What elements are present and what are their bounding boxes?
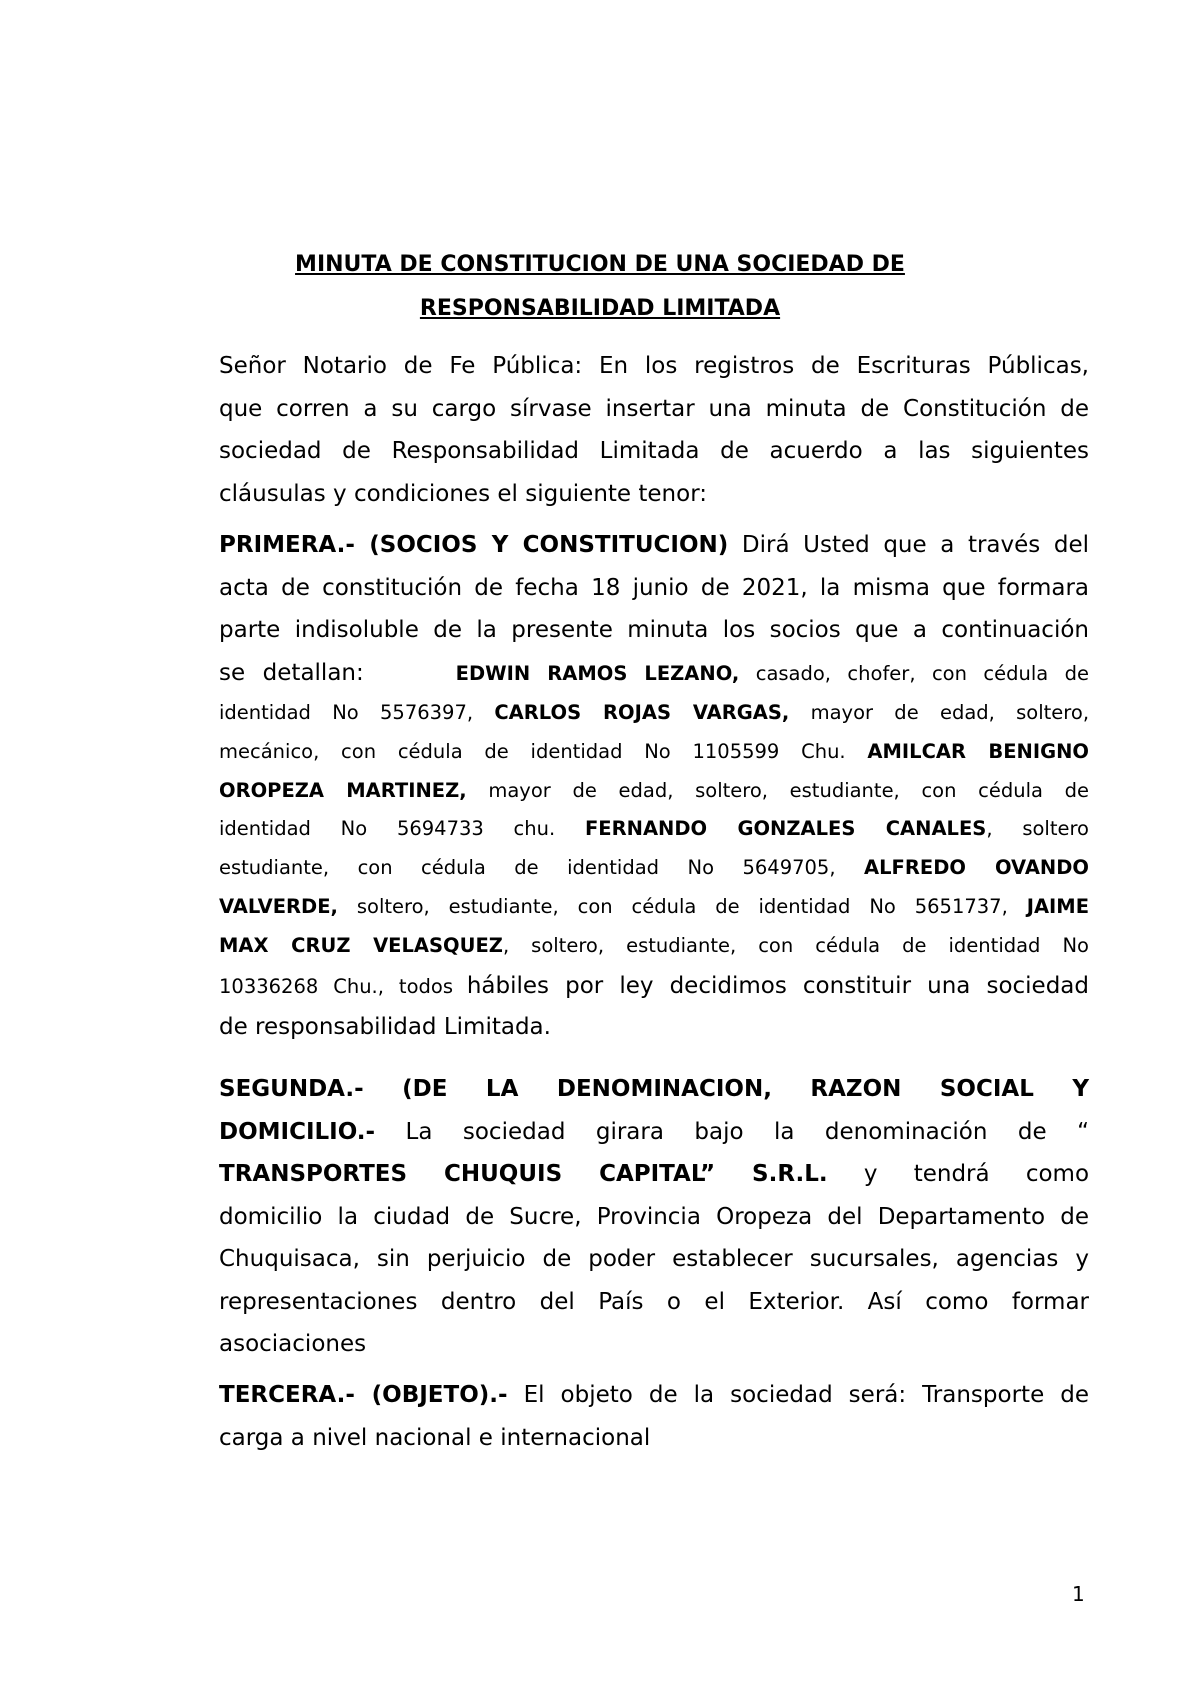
clause-line: DOMICILIO.- La sociedad girara bajo la denominación de “ <box>219 1118 1089 1145</box>
clause-primera <box>219 524 1089 1048</box>
clause-line: mecánico, con cédula de identidad No 1105599 Chu. AMILCAR BENIGNO <box>219 739 1090 763</box>
partner-name: JAIME <box>1026 894 1090 918</box>
intro-line: cláusulas y condiciones el siguiente tenor: <box>219 480 707 507</box>
company-name: TRANSPORTES CHUQUIS CAPITAL” S.R.L. <box>219 1161 828 1187</box>
clause-line: OROPEZA MARTINEZ, mayor de edad, soltero, estudiante, con cédula de <box>219 778 1090 802</box>
clause-segunda <box>219 1068 1089 1366</box>
intro-line: sociedad de Responsabilidad Limitada de acuerdo a las siguientes <box>219 438 1089 464</box>
clause-heading: PRIMERA.- (SOCIOS Y CONSTITUCION) <box>219 532 729 558</box>
partner-name: EDWIN RAMOS LEZANO, <box>455 661 740 685</box>
clause-tercera <box>219 1374 1089 1459</box>
clause-line: carga a nivel nacional e internacional <box>219 1424 651 1451</box>
clause-line: Chuquisaca, sin perjuicio de poder establecer sucursales, agencias y <box>219 1246 1089 1272</box>
clause-line: de responsabilidad Limitada. <box>219 1013 551 1040</box>
clause-line: 10336268 Chu., todos hábiles por ley decidimos constituir una sociedad <box>219 972 1089 999</box>
clause-line: MAX CRUZ VELASQUEZ, soltero, estudiante, con cédula de identidad No <box>219 933 1089 957</box>
clause-line: se detallan: EDWIN RAMOS LEZANO, casado, chofer, con cédula de <box>219 659 1090 686</box>
partner-name: AMILCAR BENIGNO <box>867 739 1090 763</box>
clause-line: VALVERDE, soltero, estudiante, con cédula de identidad No 5651737, JAIME <box>219 894 1090 918</box>
clause-heading: DOMICILIO.- <box>219 1118 376 1145</box>
page-number: 1 <box>1072 1582 1085 1606</box>
partner-name: ALFREDO OVANDO <box>864 856 1089 880</box>
partner-name: CARLOS ROJAS VARGAS, <box>494 701 790 724</box>
clause-line: identidad No 5694733 chu. FERNANDO GONZALES CANALES, soltero <box>219 817 1089 841</box>
intro-paragraph <box>219 345 1089 515</box>
document-title-line-2: RESPONSABILIDAD LIMITADA <box>419 296 781 321</box>
clause-line: parte indisoluble de la presente minuta los socios que a continuación <box>219 617 1089 643</box>
document-title-line-1: MINUTA DE CONSTITUCION DE UNA SOCIEDAD DE <box>295 252 905 277</box>
partner-name: MAX CRUZ VELASQUEZ <box>219 933 503 957</box>
clause-heading: TERCERA.- (OBJETO).- <box>219 1382 508 1408</box>
intro-line: Señor Notario de Fe Pública: En los registros de Escrituras Públicas, <box>219 353 1089 379</box>
clause-line: PRIMERA.- (SOCIOS Y CONSTITUCION) Dirá Usted que a través del <box>219 532 1089 558</box>
clause-line: identidad No 5576397, CARLOS ROJAS VARGAS, mayor de edad, soltero, <box>219 701 1090 724</box>
clause-line: SEGUNDA.- (DE LA DENOMINACION, RAZON SOCIAL Y <box>219 1076 1089 1102</box>
clause-line: representaciones dentro del País o el Exterior. Así como formar <box>219 1288 1089 1315</box>
intro-line: que corren a su cargo sírvase insertar una minuta de Constitución de <box>219 395 1089 422</box>
clause-line: TRANSPORTES CHUQUIS CAPITAL” S.R.L. y tendrá como <box>219 1161 1090 1187</box>
partner-name: VALVERDE, <box>219 894 338 918</box>
clause-line: TERCERA.- (OBJETO).- El objeto de la sociedad será: Transporte de <box>219 1382 1089 1408</box>
partner-name: OROPEZA MARTINEZ, <box>219 778 467 802</box>
clause-line: asociaciones <box>219 1331 367 1357</box>
clause-line: domicilio la ciudad de Sucre, Provincia Oropeza del Departamento de <box>219 1203 1089 1230</box>
partner-name: FERNANDO GONZALES CANALES <box>584 817 987 841</box>
clause-line: estudiante, con cédula de identidad No 5649705, ALFREDO OVANDO <box>219 856 1089 880</box>
clause-line: acta de constitución de fecha 18 junio de 2021, la misma que formara <box>219 574 1089 601</box>
